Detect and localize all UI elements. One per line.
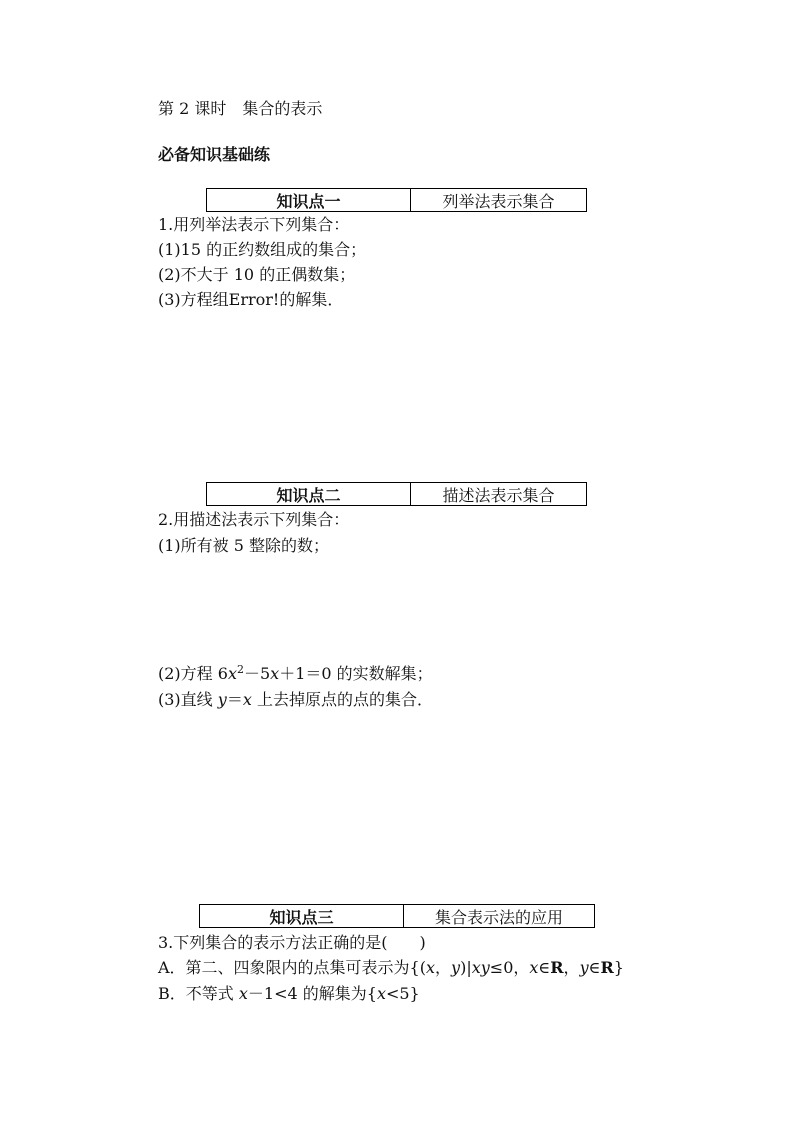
q2-item-3-var-x: x xyxy=(242,690,252,709)
q2-item-2-prefix: (2)方程 6 xyxy=(158,664,228,683)
q3-option-a-in-2: ∈ xyxy=(588,958,601,977)
q3-option-b-prefix: B．不等式 xyxy=(158,984,239,1003)
q3-option-a-var-x: x xyxy=(425,958,436,977)
q3-option-a xyxy=(158,957,624,979)
knowledge-point-2-table xyxy=(206,482,587,506)
q2-stem: 2.用描述法表示下列集合： xyxy=(158,510,350,529)
section-heading: 必备知识基础练 xyxy=(158,145,271,164)
knowledge-point-1-label: 知识点一 xyxy=(207,189,411,211)
q3-option-b-var-x: x xyxy=(238,984,248,1003)
knowledge-point-2-label: 知识点二 xyxy=(207,483,411,505)
knowledge-point-1-topic: 列举法表示集合 xyxy=(442,191,555,211)
q2-item-2-var-x: x xyxy=(227,664,237,683)
q3-option-a-close: } xyxy=(613,958,624,977)
knowledge-point-3-table xyxy=(199,904,595,928)
q3-option-a-condition: ≤0， xyxy=(489,958,530,977)
knowledge-point-3-label: 知识点三 xyxy=(200,905,404,927)
q2-item-2-middle: －5 xyxy=(243,664,271,683)
q2-item-3-suffix: 上去掉原点的点的集合． xyxy=(251,690,433,709)
q2-item-2-exponent: 2 xyxy=(236,663,244,676)
q3-option-a-comma-2: ， xyxy=(563,958,580,977)
q3-option-a-var-x2: x xyxy=(529,958,539,977)
q2-item-2-var-x2: x xyxy=(270,664,280,683)
q2-item-3-var-y: y xyxy=(217,690,227,709)
q2-item-3-eq: ＝ xyxy=(226,690,243,709)
q1-item-1: (1)15 的正约数组成的集合； xyxy=(158,240,367,259)
q3-option-a-var-y2: y xyxy=(579,958,589,977)
knowledge-point-3-topic: 集合表示法的应用 xyxy=(434,907,563,927)
q2-item-1: (1)所有被 5 整除的数； xyxy=(158,536,330,555)
q3-option-a-comma: ， xyxy=(435,958,452,977)
knowledge-point-2-topic: 描述法表示集合 xyxy=(442,485,555,505)
q1-stem: 1.用列举法表示下列集合： xyxy=(158,215,350,234)
q1-item-2: (2)不大于 10 的正偶数集； xyxy=(158,265,356,284)
q3-option-a-var-xy: xy xyxy=(471,958,490,977)
q3-option-a-reals-2: R xyxy=(600,958,614,977)
q3-option-b-middle: －1<4 的解集为{ xyxy=(247,984,377,1003)
q3-option-a-var-y: y xyxy=(451,958,461,977)
q3-stem: 3.下列集合的表示方法正确的是( ) xyxy=(158,933,426,952)
q2-item-2-suffix: ＋1＝0 的实数解集； xyxy=(279,664,433,683)
q2-item-3-prefix: (3)直线 xyxy=(158,690,218,709)
q3-option-b-close: <5} xyxy=(385,984,420,1003)
q3-option-a-prefix: A．第二、四象限内的点集可表示为{( xyxy=(158,958,426,977)
q3-option-a-bar: )| xyxy=(460,958,472,977)
q2-item-3 xyxy=(158,689,433,711)
q3-option-a-reals-1: R xyxy=(550,958,564,977)
lesson-title: 第 2 课时 集合的表示 xyxy=(158,99,323,118)
q1-item-3: (3)方程组Error!的解集． xyxy=(158,290,344,309)
q3-option-b-var-x2: x xyxy=(376,984,386,1003)
q2-item-2 xyxy=(158,663,433,685)
q3-option-a-in-1: ∈ xyxy=(538,958,551,977)
q3-option-b xyxy=(158,983,420,1005)
knowledge-point-1-table xyxy=(206,188,587,212)
